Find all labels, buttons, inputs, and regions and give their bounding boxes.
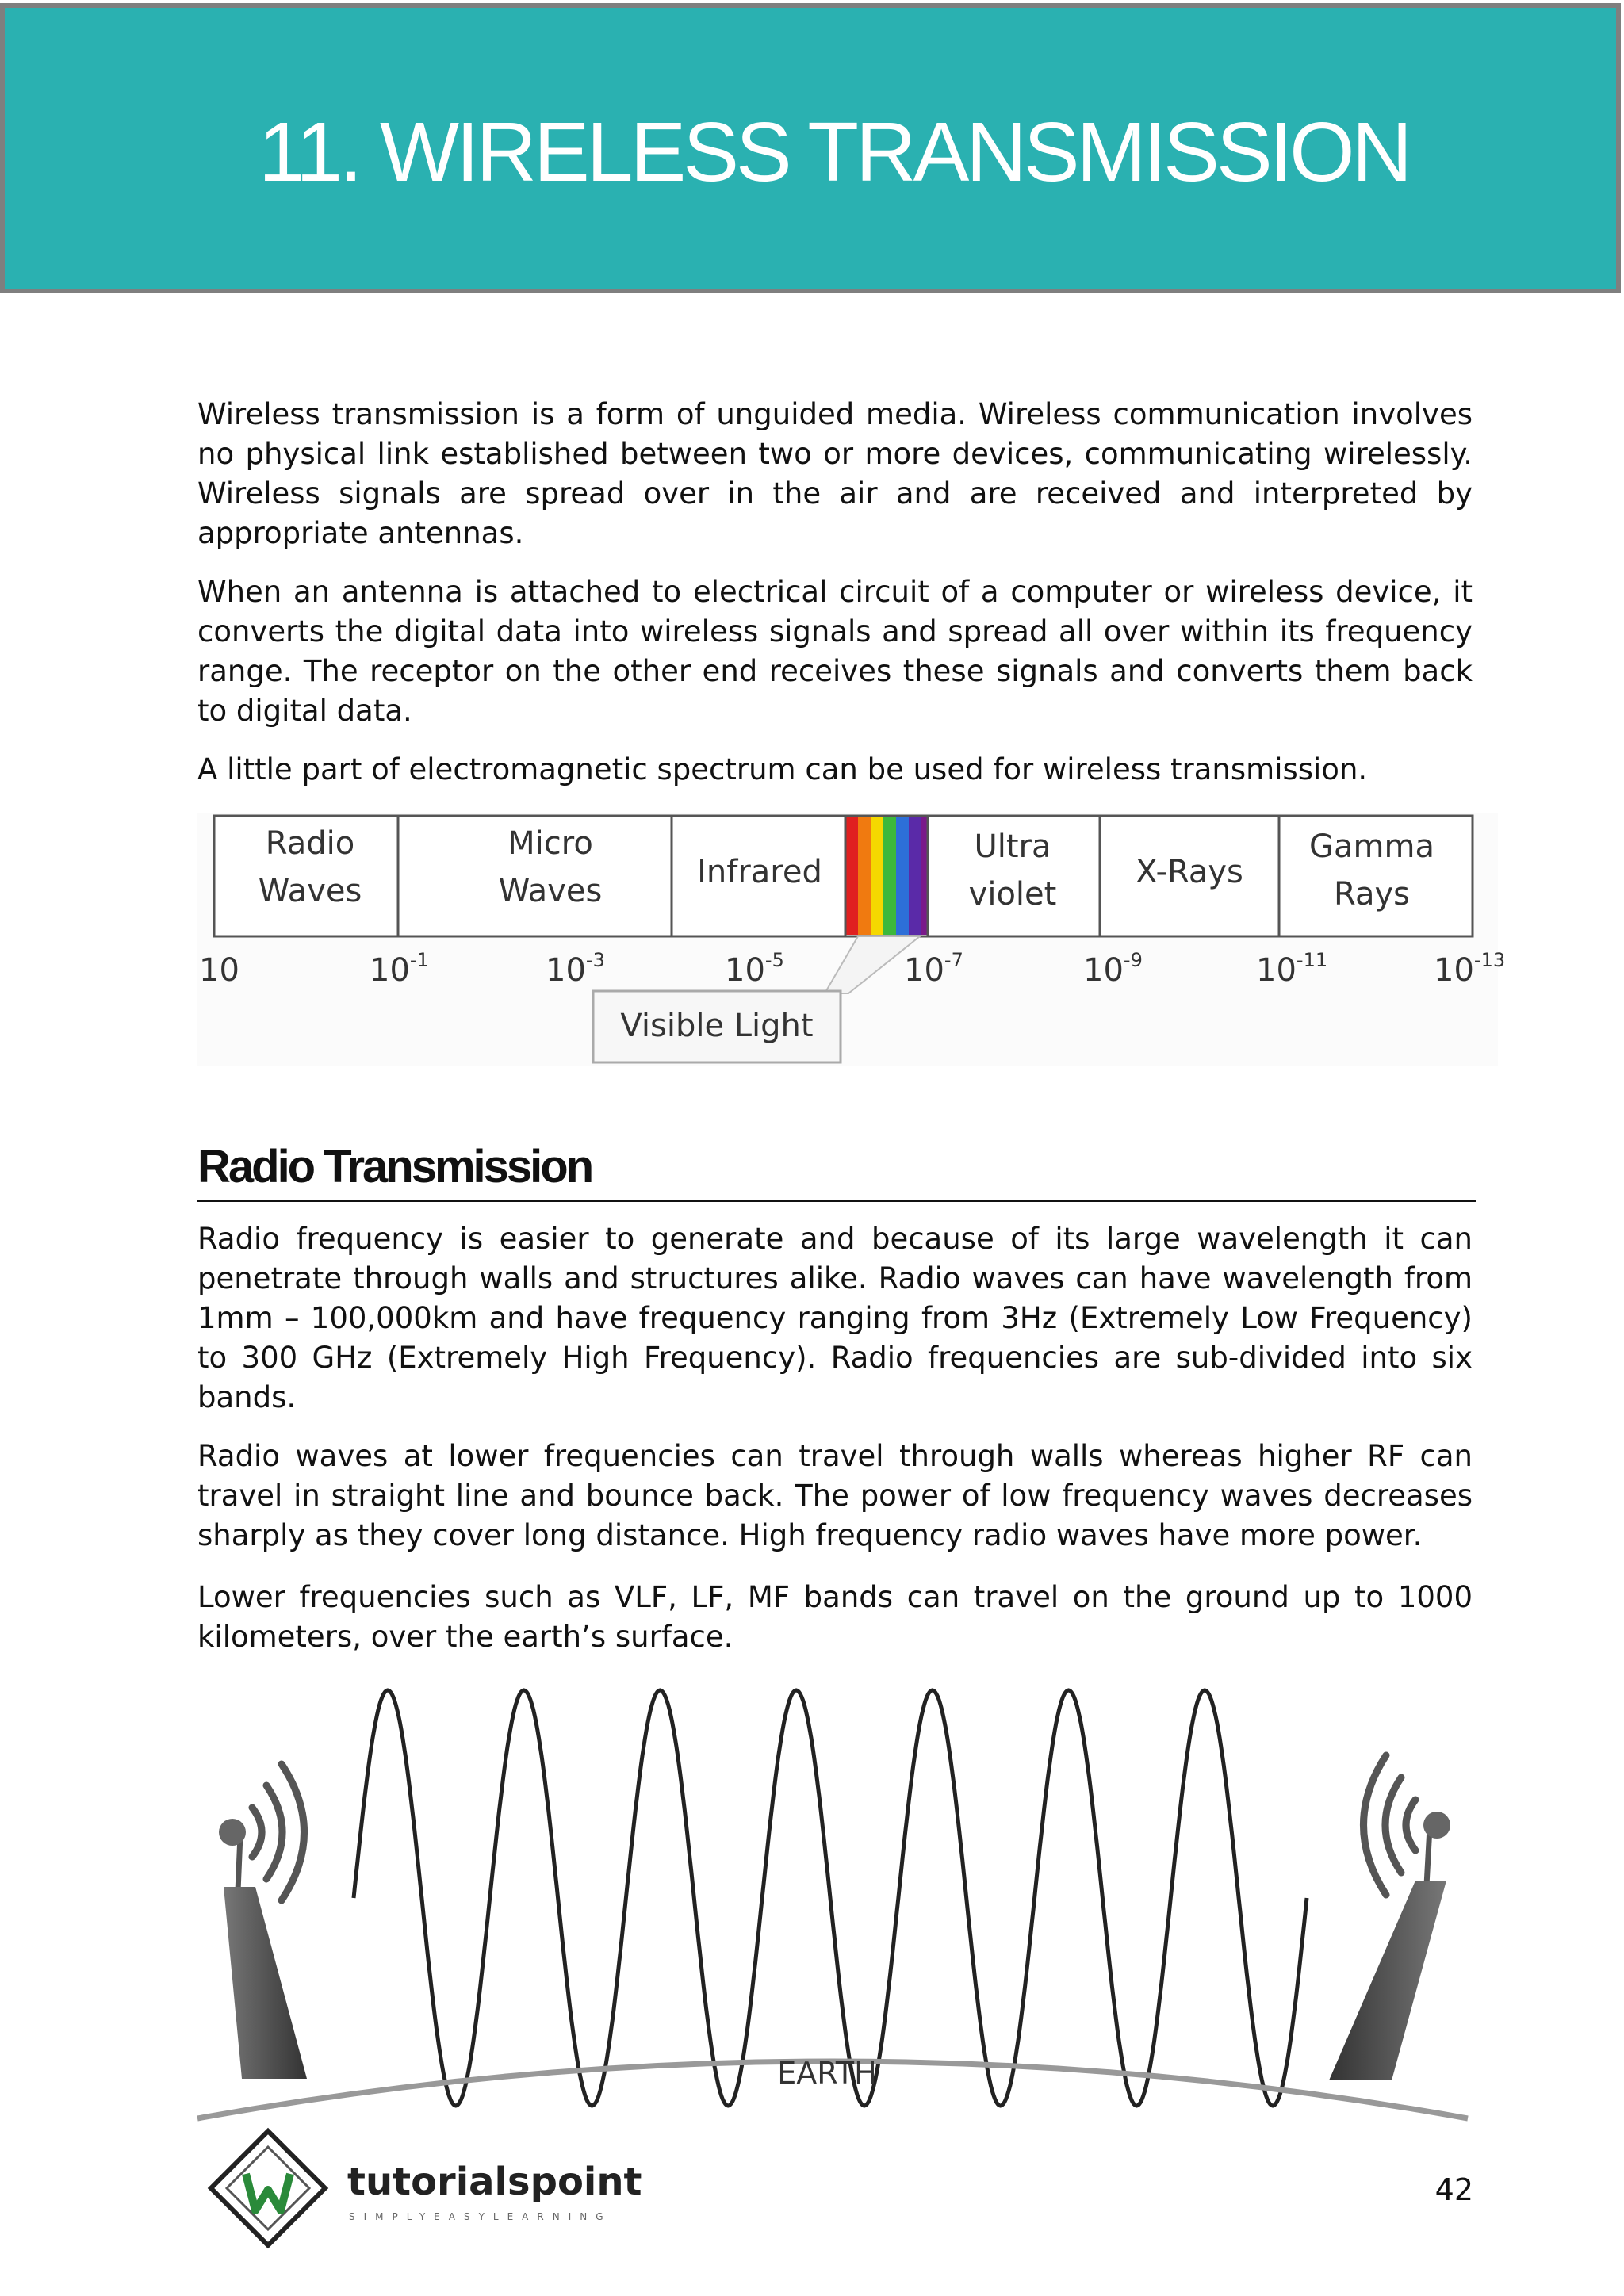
visible-color-red <box>845 817 858 935</box>
band-gamma-line2: Rays <box>1334 876 1410 913</box>
intro-paragraph-2: When an antenna is attached to electrical circuit of a computer or wireless device, it converts the digital data into wireless signals and spread all over within its frequency range. The receptor on the other end receives these signals and converts them back to digital data. <box>197 575 1473 728</box>
visible-color-yellow <box>871 817 883 935</box>
scale-label-6: $10^{-11}$ <box>1256 949 1328 989</box>
section-heading: Radio Transmission <box>197 1141 592 1192</box>
band-ultraviolet-line1: Ultra <box>974 828 1051 865</box>
visible-color-indigo <box>909 817 921 935</box>
visible-color-orange <box>858 817 871 935</box>
scale-label-3: $10^{-5}$ <box>725 949 784 989</box>
left-antenna-icon <box>219 1764 307 2079</box>
spectrum-band-box <box>214 816 1473 936</box>
scale-label-5: $10^{-9}$ <box>1083 949 1143 989</box>
page-number: 42 <box>1434 2172 1473 2207</box>
chapter-banner <box>0 3 1621 293</box>
scale-label-2: $10^{-3}$ <box>546 949 605 989</box>
radio-wave-figure <box>0 1657 1624 2125</box>
earth-label: EARTH <box>777 2056 877 2091</box>
right-antenna-icon <box>1329 1755 1450 2080</box>
tutorialspoint-logo <box>206 2125 714 2260</box>
radio-wave <box>354 1690 1307 2106</box>
band-gamma-line1: Gamma <box>1309 828 1434 865</box>
intro-paragraph-3: A little part of electromagnetic spectrum can be used for wireless transmission. <box>197 752 1368 786</box>
logo-text: tutorialspoint <box>347 2160 642 2204</box>
visible-spectrum-strip <box>845 817 928 935</box>
heading-underline <box>197 1200 1476 1202</box>
radio-paragraph-3: Lower frequencies such as VLF, LF, MF bands can travel on the ground up to 1000 kilometers, over the earth’s surface. <box>197 1580 1473 1654</box>
scale-label-7: $10^{-13}$ <box>1434 949 1506 989</box>
band-xrays: X-Rays <box>1136 854 1243 890</box>
visible-color-blue <box>896 817 909 935</box>
scale-label-4: $10^{-7}$ <box>904 949 963 989</box>
chapter-title: 11. WIRELESS TRANSMISSION <box>259 105 1410 199</box>
scale-label-1: $10^{-1}$ <box>370 949 429 989</box>
scale-label-0: 10 <box>199 952 239 989</box>
radio-paragraph-2: Radio waves at lower frequencies can travel through walls whereas higher RF can travel in straight line and bounce back. The power of low frequency waves decreases sharply as they cover long distance. High frequency radio waves have more power. <box>197 1439 1473 1552</box>
band-radio-line1: Radio <box>265 825 355 862</box>
band-ultraviolet-line2: violet <box>968 876 1057 913</box>
band-infrared: Infrared <box>697 854 822 890</box>
spectrum-figure <box>0 805 1624 1074</box>
band-radio-line2: Waves <box>258 873 362 909</box>
visible-light-label: Visible Light <box>620 1008 814 1044</box>
radio-paragraph-1: Radio frequency is easier to generate and because of its large wavelength it can penetrate through walls and structures alike. Radio waves can have wavelength from 1mm – 100,000km and have frequency ranging from 3Hz (Extremely Low Frequency) to 300 GHz (Extremely High Frequency). Radio frequencies are sub-divided into six bands. <box>197 1222 1473 1414</box>
band-micro-line1: Micro <box>508 825 593 862</box>
band-micro-line2: Waves <box>498 873 603 909</box>
intro-paragraph-1: Wireless transmission is a form of unguided media. Wireless communication involves no physical link established between two or more devices, communicating wirelessly. Wireless signals are spread over in the air and are received and interpreted by appropriate antennas. <box>197 397 1473 550</box>
logo-tagline: SIMPLYEASYLEARNING <box>349 2211 612 2222</box>
visible-color-green <box>883 817 896 935</box>
